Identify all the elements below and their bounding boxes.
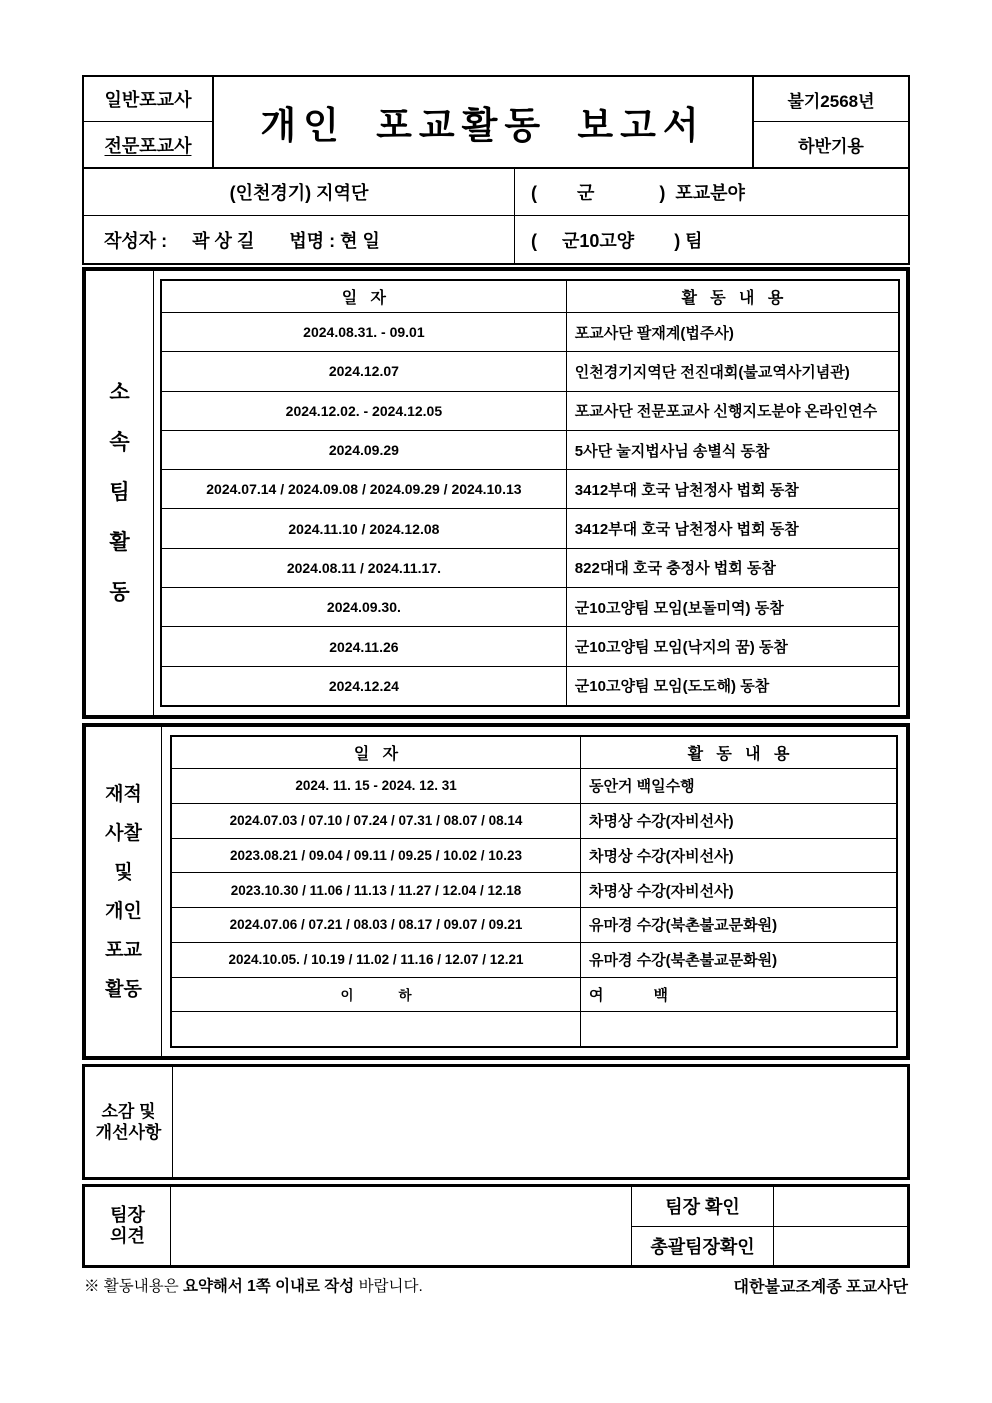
table-row [172, 769, 896, 804]
table-row [162, 509, 898, 548]
date-cell: 2024.10.05. / 10.19 / 11.02 / 11.16 / 12.07 / 12.21 [172, 943, 581, 977]
leader-label-line: 의견 [110, 1226, 145, 1246]
activity-cell: 포교사단 전문포교사 신행지도분야 온라인연수 [574, 403, 878, 421]
team-activity-vertical-label [86, 271, 154, 715]
writer-cell: 작성자 : 곽 상 길 법명 : 현 일 [84, 216, 515, 263]
table-header-row [172, 737, 896, 769]
date-column-header: 일 자 [162, 281, 567, 312]
activity-cell [581, 1012, 896, 1046]
date-cell: 2024.07.06 / 07.21 / 08.03 / 08.17 / 09.07 / 09.21 [172, 908, 581, 942]
activity-column-header: 활 동 내 용 [681, 290, 784, 307]
date-cell: 2024.12.02. - 2024.12.05 [162, 392, 567, 430]
date-cell: 이 하 [172, 978, 581, 1012]
activity-cell: 822대대 호국 충정사 법회 동참 [574, 560, 776, 578]
activity-cell: 군10고양팀 모임(도도해) 동참 [574, 678, 770, 696]
remarks-label-line: 개선사항 [95, 1123, 162, 1142]
general-missionary-label: 일반포교사 [84, 77, 214, 122]
date-cell: 2024.07.14 / 2024.09.08 / 2024.09.29 / 2024.10.13 [162, 470, 567, 508]
table-row [172, 908, 896, 943]
team-cell: ( 군10고양 ) 팀 [531, 230, 703, 251]
table-row [162, 352, 898, 391]
organization-name: 대한불교조계종 포교사단 [733, 1279, 908, 1296]
vlabel-char: 팀 [109, 481, 130, 504]
table-row [172, 839, 896, 874]
remarks-label-line: 소감 및 [101, 1102, 156, 1121]
date-cell: 2023.10.30 / 11.06 / 11.13 / 11.27 / 12.04 / 12.18 [172, 873, 581, 907]
confirmation-block [631, 1187, 907, 1265]
date-cell: 2023.08.21 / 09.04 / 09.11 / 09.25 / 10.02 / 10.23 [172, 839, 581, 873]
personal-activity-section [82, 723, 910, 1060]
activity-cell: 차명상 수강(자비선사) [589, 882, 734, 900]
vlabel-char: 소 [109, 381, 130, 404]
table-row [162, 549, 898, 588]
general-leader-confirm-row [632, 1227, 907, 1266]
table-row [172, 943, 896, 978]
remarks-section [82, 1064, 910, 1180]
date-cell: 2024.12.24 [162, 667, 567, 705]
activity-cell: 군10고양팀 모임(보돌미역) 동참 [574, 599, 784, 617]
table-row [162, 313, 898, 352]
team-leader-confirm-label: 팀장 확인 [632, 1187, 774, 1226]
personal-activity-table [170, 735, 898, 1048]
professional-missionary-label: 전문포교사 [84, 122, 214, 167]
table-row [162, 667, 898, 705]
table-row [172, 1012, 896, 1046]
footer-note-suffix: 바랍니다. [354, 1278, 423, 1295]
table-row [162, 470, 898, 509]
table-header-row [162, 281, 898, 313]
date-cell: 2024.07.03 / 07.10 / 07.24 / 07.31 / 08.07 / 08.14 [172, 804, 581, 838]
activity-column-header: 활 동 내 용 [687, 746, 790, 763]
activity-cell: 동안거 백일수행 [589, 778, 695, 796]
activity-cell: 유마경 수강(북촌불교문화원) [589, 952, 778, 970]
footer-note [84, 1274, 423, 1297]
half-year-label: 하반기용 [752, 122, 908, 167]
team-activity-table [160, 279, 900, 707]
date-cell: 2024.08.31. - 09.01 [162, 313, 567, 351]
team-activity-section [82, 267, 910, 719]
activity-cell: 3412부대 호국 남천정사 법회 동참 [574, 481, 799, 499]
buddhist-era-label: 불기2568년 [752, 77, 908, 122]
table-row [162, 588, 898, 627]
writer-row [84, 215, 908, 263]
table-row [162, 392, 898, 431]
activity-cell: 여 백 [589, 986, 669, 1004]
vlabel-char: 활 [109, 531, 130, 554]
personal-activity-vertical-label [86, 727, 162, 1056]
leader-label-line: 팀장 [110, 1205, 145, 1225]
table-row [162, 627, 898, 666]
vlabel-line: 재적 [105, 783, 142, 805]
table-row [172, 978, 896, 1013]
date-cell: 2024.08.11 / 2024.11.17. [162, 549, 567, 587]
vlabel-line: 및 [114, 861, 133, 883]
table-row [172, 873, 896, 908]
date-cell: 2024.11.10 / 2024.12.08 [162, 509, 567, 547]
table-row [162, 431, 898, 470]
date-cell: 2024.09.29 [162, 431, 567, 469]
activity-cell: 군10고양팀 모임(낙지의 꿈) 동참 [574, 639, 788, 657]
footer-note-bold: 요약해서 1쪽 이내로 작성 [182, 1278, 355, 1295]
vlabel-char: 속 [109, 431, 130, 454]
leader-opinion-label [85, 1187, 171, 1265]
date-cell: 2024.09.30. [162, 588, 567, 626]
remarks-label [85, 1067, 173, 1177]
page-title: 개인 포교활동 보고서 [260, 106, 706, 147]
vlabel-line: 포교 [105, 939, 142, 961]
vlabel-char: 동 [109, 581, 130, 604]
activity-cell: 차명상 수강(자비선사) [589, 813, 734, 831]
activity-cell: 3412부대 호국 남천정사 법회 동참 [574, 521, 799, 539]
date-column-header: 일 자 [172, 737, 581, 768]
vlabel-line: 사찰 [105, 822, 142, 844]
footer-note-prefix: ※ 활동내용은 [84, 1278, 183, 1295]
region-cell: (인천경기) 지역단 [84, 169, 515, 215]
footer [84, 1274, 908, 1297]
activity-cell: 유마경 수강(북촌불교문화원) [589, 917, 778, 935]
activity-cell: 5사단 눌지법사님 송별식 동참 [574, 442, 770, 460]
date-cell [172, 1012, 581, 1046]
vlabel-line: 개인 [105, 900, 142, 922]
date-cell: 2024.12.07 [162, 352, 567, 390]
date-cell: 2024. 11. 15 - 2024. 12. 31 [172, 769, 581, 803]
field-cell: ( 군 ) 포교분야 [531, 183, 745, 203]
team-leader-confirm-row [632, 1187, 907, 1227]
general-leader-confirm-value [774, 1227, 907, 1266]
header-table [82, 75, 910, 265]
general-leader-confirm-label: 총괄팀장확인 [632, 1227, 774, 1266]
activity-cell: 차명상 수강(자비선사) [589, 847, 734, 865]
vlabel-line: 활동 [105, 978, 142, 1000]
activity-cell: 인천경기지역단 전진대회(불교역사기념관) [574, 363, 850, 381]
activity-cell: 포교사단 팔재계(법주사) [574, 324, 734, 342]
leader-opinion-section [82, 1184, 910, 1268]
table-row [172, 804, 896, 839]
region-row [84, 167, 908, 215]
team-leader-confirm-value [774, 1187, 907, 1226]
date-cell: 2024.11.26 [162, 627, 567, 665]
